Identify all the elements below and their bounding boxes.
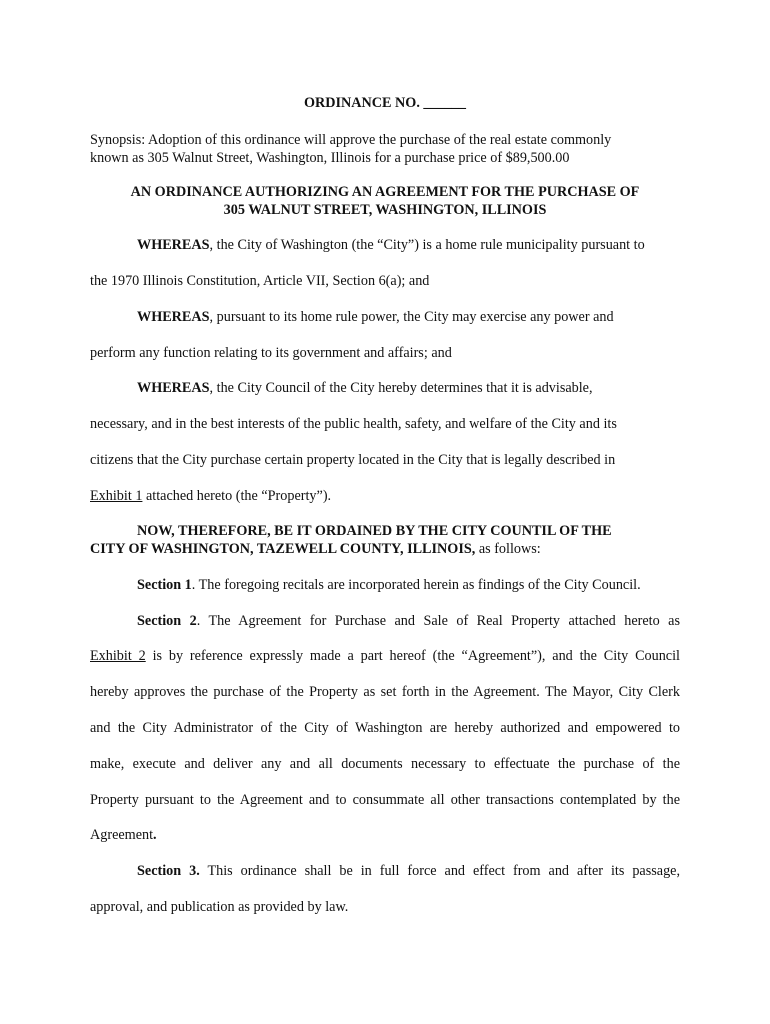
section-3-line-2: approval, and publication as provided by law. <box>90 899 349 915</box>
whereas-2-line-2: perform any function relating to its government and affairs; and <box>90 345 452 361</box>
whereas-1-line-1 <box>137 236 680 254</box>
whereas-3-line-2: necessary, and in the best interests of the public health, safety, and welfare of the City and its <box>90 416 617 432</box>
exhibit-1-reference: Exhibit 1 <box>90 488 143 504</box>
synopsis-line-1: Synopsis: Adoption of this ordinance will approve the purchase of the real estate commonly <box>90 132 612 148</box>
whereas-1-lead: WHEREAS <box>137 237 210 253</box>
section-1 <box>137 576 680 594</box>
whereas-2-line-1 <box>137 308 680 326</box>
section-2-line-6: Property pursuant to the Agreement and to consummate all other transactions contemplated by the <box>90 792 680 808</box>
whereas-3-line-4-text: attached hereto (the “Property”). <box>142 488 332 504</box>
section-2-line-2-text: is by reference expressly made a part hereof (the “Agreement”), and the City Council <box>145 648 680 664</box>
ordinance-number-blank: ____ <box>437 95 466 111</box>
section-2-line-7 <box>90 826 680 844</box>
section-2-line-2 <box>90 647 680 665</box>
ordinance-title <box>90 94 680 112</box>
now-therefore-line-1: NOW, THEREFORE, BE IT ORDAINED BY THE CITY COUNTIL OF THE <box>137 523 612 539</box>
section-2-text: . The Agreement for Purchase and Sale of Real Property attached hereto as <box>196 613 680 629</box>
synopsis-line-2: known as 305 Walnut Street, Washington, Illinois for a purchase price of $89,500.00 <box>90 150 570 166</box>
whereas-3-text: , the City Council of the City hereby determines that it is advisable, <box>209 380 593 396</box>
whereas-1-text: , the City of Washington (the “City”) is a home rule municipality pursuant to <box>209 237 645 253</box>
section-2-line-3: hereby approves the purchase of the Property as set forth in the Agreement. The Mayor, City Clerk <box>90 684 680 700</box>
section-2-line-5: make, execute and deliver any and all documents necessary to effectuate the purchase of the <box>90 756 680 772</box>
ordinance-heading-line-1: AN ORDINANCE AUTHORIZING AN AGREEMENT FOR THE PURCHASE OF <box>130 184 640 200</box>
section-2-line-4: and the City Administrator of the City of Washington are hereby authorized and empowered to <box>90 720 680 736</box>
section-3-text: This ordinance shall be in full force and effect from and after its passage, <box>199 863 681 879</box>
section-2-line-7-text: Agreement <box>90 827 154 843</box>
now-therefore-city: CITY OF WASHINGTON, TAZEWELL COUNTY, ILLINOIS, <box>90 541 476 557</box>
section-3-line-1 <box>137 862 680 880</box>
whereas-2-lead: WHEREAS <box>137 309 210 325</box>
whereas-3-line-4 <box>90 487 680 505</box>
section-2-period: . <box>153 827 157 843</box>
whereas-3-lead: WHEREAS <box>137 380 210 396</box>
ordinance-title-label: ORDINANCE NO. __ <box>304 95 438 111</box>
whereas-3-line-1 <box>137 379 680 397</box>
section-3-lead: Section 3. <box>137 863 200 879</box>
now-therefore-as-follows: as follows: <box>475 541 541 557</box>
section-1-lead: Section 1 <box>137 577 192 593</box>
now-therefore-line-2 <box>90 540 680 558</box>
section-1-text: . The foregoing recitals are incorporated herein as findings of the City Council. <box>191 577 641 593</box>
exhibit-2-reference: Exhibit 2 <box>90 648 146 664</box>
section-2-line-1 <box>137 612 680 630</box>
section-2-lead: Section 2 <box>137 613 197 629</box>
whereas-2-text: , pursuant to its home rule power, the City may exercise any power and <box>209 309 614 325</box>
whereas-3-line-3: citizens that the City purchase certain property located in the City that is legally described in <box>90 452 616 468</box>
ordinance-heading-line-2: 305 WALNUT STREET, WASHINGTON, ILLINOIS <box>223 202 547 218</box>
whereas-1-line-2: the 1970 Illinois Constitution, Article VII, Section 6(a); and <box>90 273 430 289</box>
